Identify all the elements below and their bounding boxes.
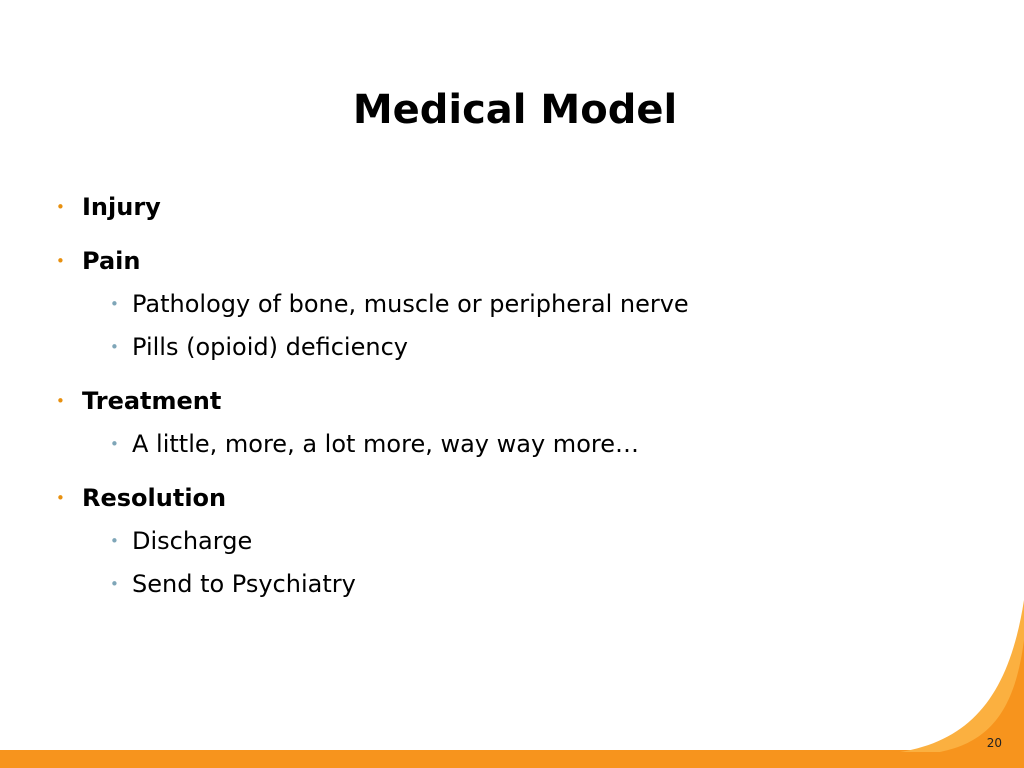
- bullet-item-resolution: [56, 483, 226, 513]
- sub-bullet-item-psychiatry: [110, 569, 356, 599]
- bullet-text: Injury: [82, 193, 161, 221]
- sub-bullet-text: Send to Psychiatry: [132, 570, 356, 598]
- sub-bullet-item-discharge: [110, 526, 252, 556]
- bullet-text: Treatment: [82, 387, 222, 415]
- sub-bullet-item-pathology: [110, 289, 689, 319]
- bullet-dot-icon: •: [56, 489, 65, 507]
- sub-bullet-text: Discharge: [132, 527, 253, 555]
- sub-bullet-dot-icon: •: [110, 435, 119, 453]
- bullet-item-pain: [56, 246, 140, 276]
- sub-bullet-text: Pills (opioid) deficiency: [132, 333, 408, 361]
- bullet-dot-icon: •: [56, 252, 65, 270]
- slide-number: 20: [986, 736, 1002, 750]
- sub-bullet-dot-icon: •: [110, 532, 119, 550]
- sub-bullet-dot-icon: •: [110, 338, 119, 356]
- sub-bullet-item-pills: [110, 332, 408, 362]
- bullet-dot-icon: •: [56, 198, 65, 216]
- sub-bullet-text: Pathology of bone, muscle or peripheral nerve: [132, 290, 689, 318]
- page-title: Medical Model: [352, 87, 678, 133]
- bullet-item-treatment: [56, 386, 221, 416]
- bullet-text: Pain: [82, 247, 141, 275]
- sub-bullet-item-dosage: [110, 429, 639, 459]
- sub-bullet-dot-icon: •: [110, 295, 119, 313]
- sub-bullet-text: A little, more, a lot more, way way more…: [132, 430, 639, 458]
- sub-bullet-dot-icon: •: [110, 575, 119, 593]
- bullet-item-injury: [56, 192, 161, 222]
- bullet-text: Resolution: [82, 484, 227, 512]
- bullet-dot-icon: •: [56, 392, 65, 410]
